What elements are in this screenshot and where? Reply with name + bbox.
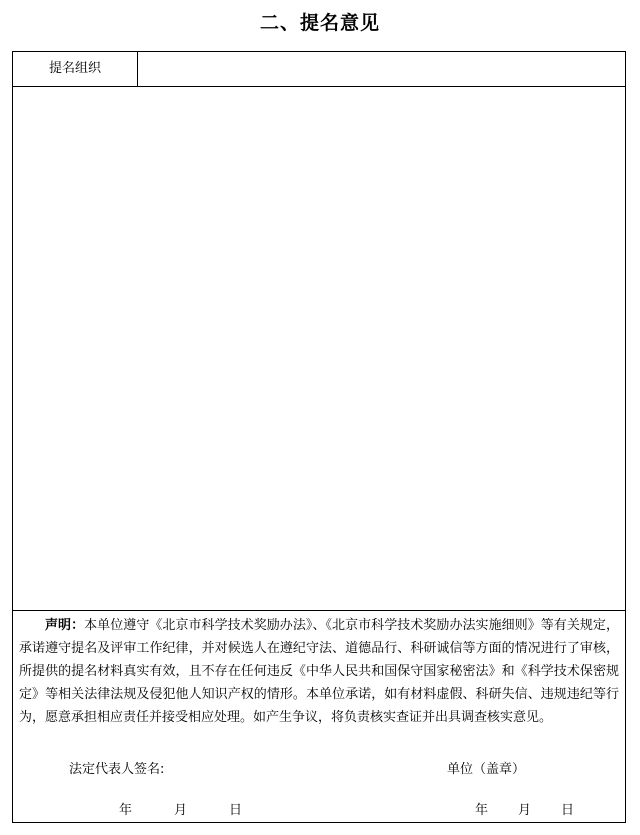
unit-seal-label: 单位（盖章） bbox=[447, 762, 526, 777]
declaration-label: 声明： bbox=[45, 618, 85, 633]
declaration-text: 本单位遵守《北京市科学技术奖励办法》、《北京市科学技术奖励办法实施细则》等有关规定，承诺遵守提名及评审工作纪律，并对候选人在遵纪守法、道德品行、科研诚信等方面的情况进行了审核，所提供的提名材料真实有效，且不存在任何违反《中华人民共和国保守国家秘密法》和《科学技术保密规定》等相关法律法规及侵犯他人知识产权的情形。本单位承诺，如有材料虚假、科研失信、违规违纪等行为，愿意承担相应责任并接受相应处理。如产生争议，将负责核实查证并出具调查核实意见。 bbox=[19, 618, 619, 725]
org-field[interactable] bbox=[138, 52, 625, 86]
unit-seal-date bbox=[475, 799, 574, 818]
page-title: 二、提名意见 bbox=[259, 12, 380, 34]
date-year-label: 年 bbox=[119, 803, 133, 818]
nomination-form bbox=[12, 51, 626, 823]
declaration bbox=[19, 614, 619, 729]
opinion-text-area[interactable] bbox=[13, 87, 625, 611]
date-month-label: 月 bbox=[174, 803, 188, 818]
date-year-label: 年 bbox=[475, 803, 489, 818]
date-month-label: 月 bbox=[518, 803, 532, 818]
date-day-label: 日 bbox=[229, 803, 243, 818]
org-row bbox=[13, 52, 625, 87]
legal-rep-signature-label: 法定代表人签名: bbox=[69, 762, 165, 777]
org-label: 提名组织 bbox=[13, 52, 138, 86]
date-day-label: 日 bbox=[561, 803, 575, 818]
legal-rep-date bbox=[119, 799, 242, 818]
